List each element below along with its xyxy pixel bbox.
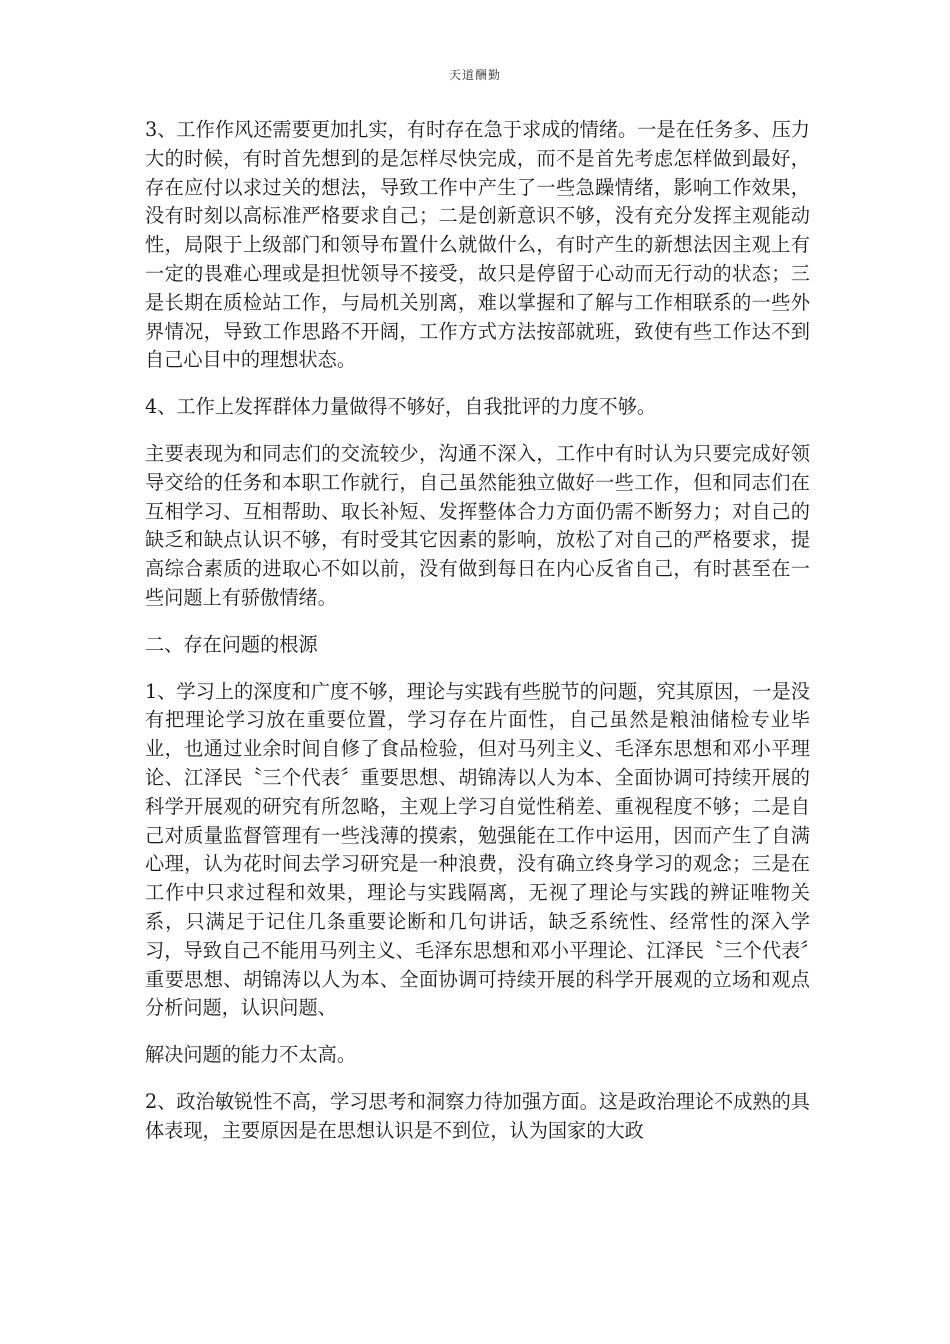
section-heading-roots: 二、存在问题的根源	[145, 632, 318, 656]
paragraph-root-1: 1、学习上的深度和广度不够，理论与实践有些脱节的问题，究其原因，一是没有把理论学习放在重要位置，学习存在片面性，自己虽然是粮油储检专业毕业，也通过业余时间自修了食品检验，但对马列主义、毛泽东思想和邓小平理论、江泽民〝三个代表〞重要思想、胡锦涛以人为本、全面协调可持续开展的科学开展观的研究有所忽略，主观上学习自觉性稍差、重视程度不够；二是自己对质量监督管理有一些浅薄的摸索，勉强能在工作中运用，因而产生了自满心理，认为花时间去学习研究是一种浪费，没有确立终身学习的观念；三是在工作中只求过程和效果，理论与实践隔离，无视了理论与实践的辨证唯物关系，只满足于记住几条重要论断和几句讲话，缺乏系统性、经常性的深入学习，导致自己不能用马列主义、毛泽东思想和邓小平理论、江泽民〝三个代表〞重要思想、胡锦涛以人为本、全面协调可持续开展的科学开展观的立场和观点分析问题，认识问题、	[145, 679, 810, 1020]
paragraph-main-expression: 主要表现为和同志们的交流较少，沟通不深入，工作中有时认为只要完成好领导交给的任务和本职工作就行，自己虽然能独立做好一些工作，但和同志们在互相学习、互相帮助、取长补短、发挥整体合力方面仍需不断努力；对自己的缺乏和缺点认识不够，有时受其它因素的影响，放松了对自己的严格要求，提高综合素质的进取心不如以前，没有做到每日在内心反省自己，有时甚至在一些问题上有骄傲情绪。	[145, 441, 810, 609]
paragraph-root-2: 2、政治敏锐性不高，学习思考和洞察力待加强方面。这是政治理论不成熟的具体表现，主要原因是在思想认识是不到位，认为国家的大政	[145, 1089, 810, 1142]
paragraph-item-4: 4、工作上发挥群体力量做得不够好，自我批评的力度不够。	[145, 395, 657, 419]
document-body	[145, 116, 810, 1164]
page-header: 天道酬勤	[448, 68, 501, 82]
paragraph-root-1-continued: 解决问题的能力不太高。	[145, 1043, 357, 1067]
paragraph-item-3: 3、工作作风还需要更加扎实，有时存在急于求成的情绪。一是在任务多、压力大的时候，有时首先想到的是怎样尽快完成，而不是首先考虑怎样做到最好，存在应付以求过关的想法，导致工作中产生了一些急躁情绪，影响工作效果，没有时刻以高标准严格要求自己；二是创新意识不够，没有充分发挥主观能动性，局限于上级部门和领导布置什么就做什么，有时产生的新想法因主观上有一定的畏难心理或是担忧领导不接受，故只是停留于心动而无行动的状态；三是长期在质检站工作，与局机关别离，难以掌握和了解与工作相联系的一些外界情况，导致工作思路不开阔，工作方式方法按部就班，致使有些工作达不到自己心目中的理想状态。	[145, 118, 810, 372]
